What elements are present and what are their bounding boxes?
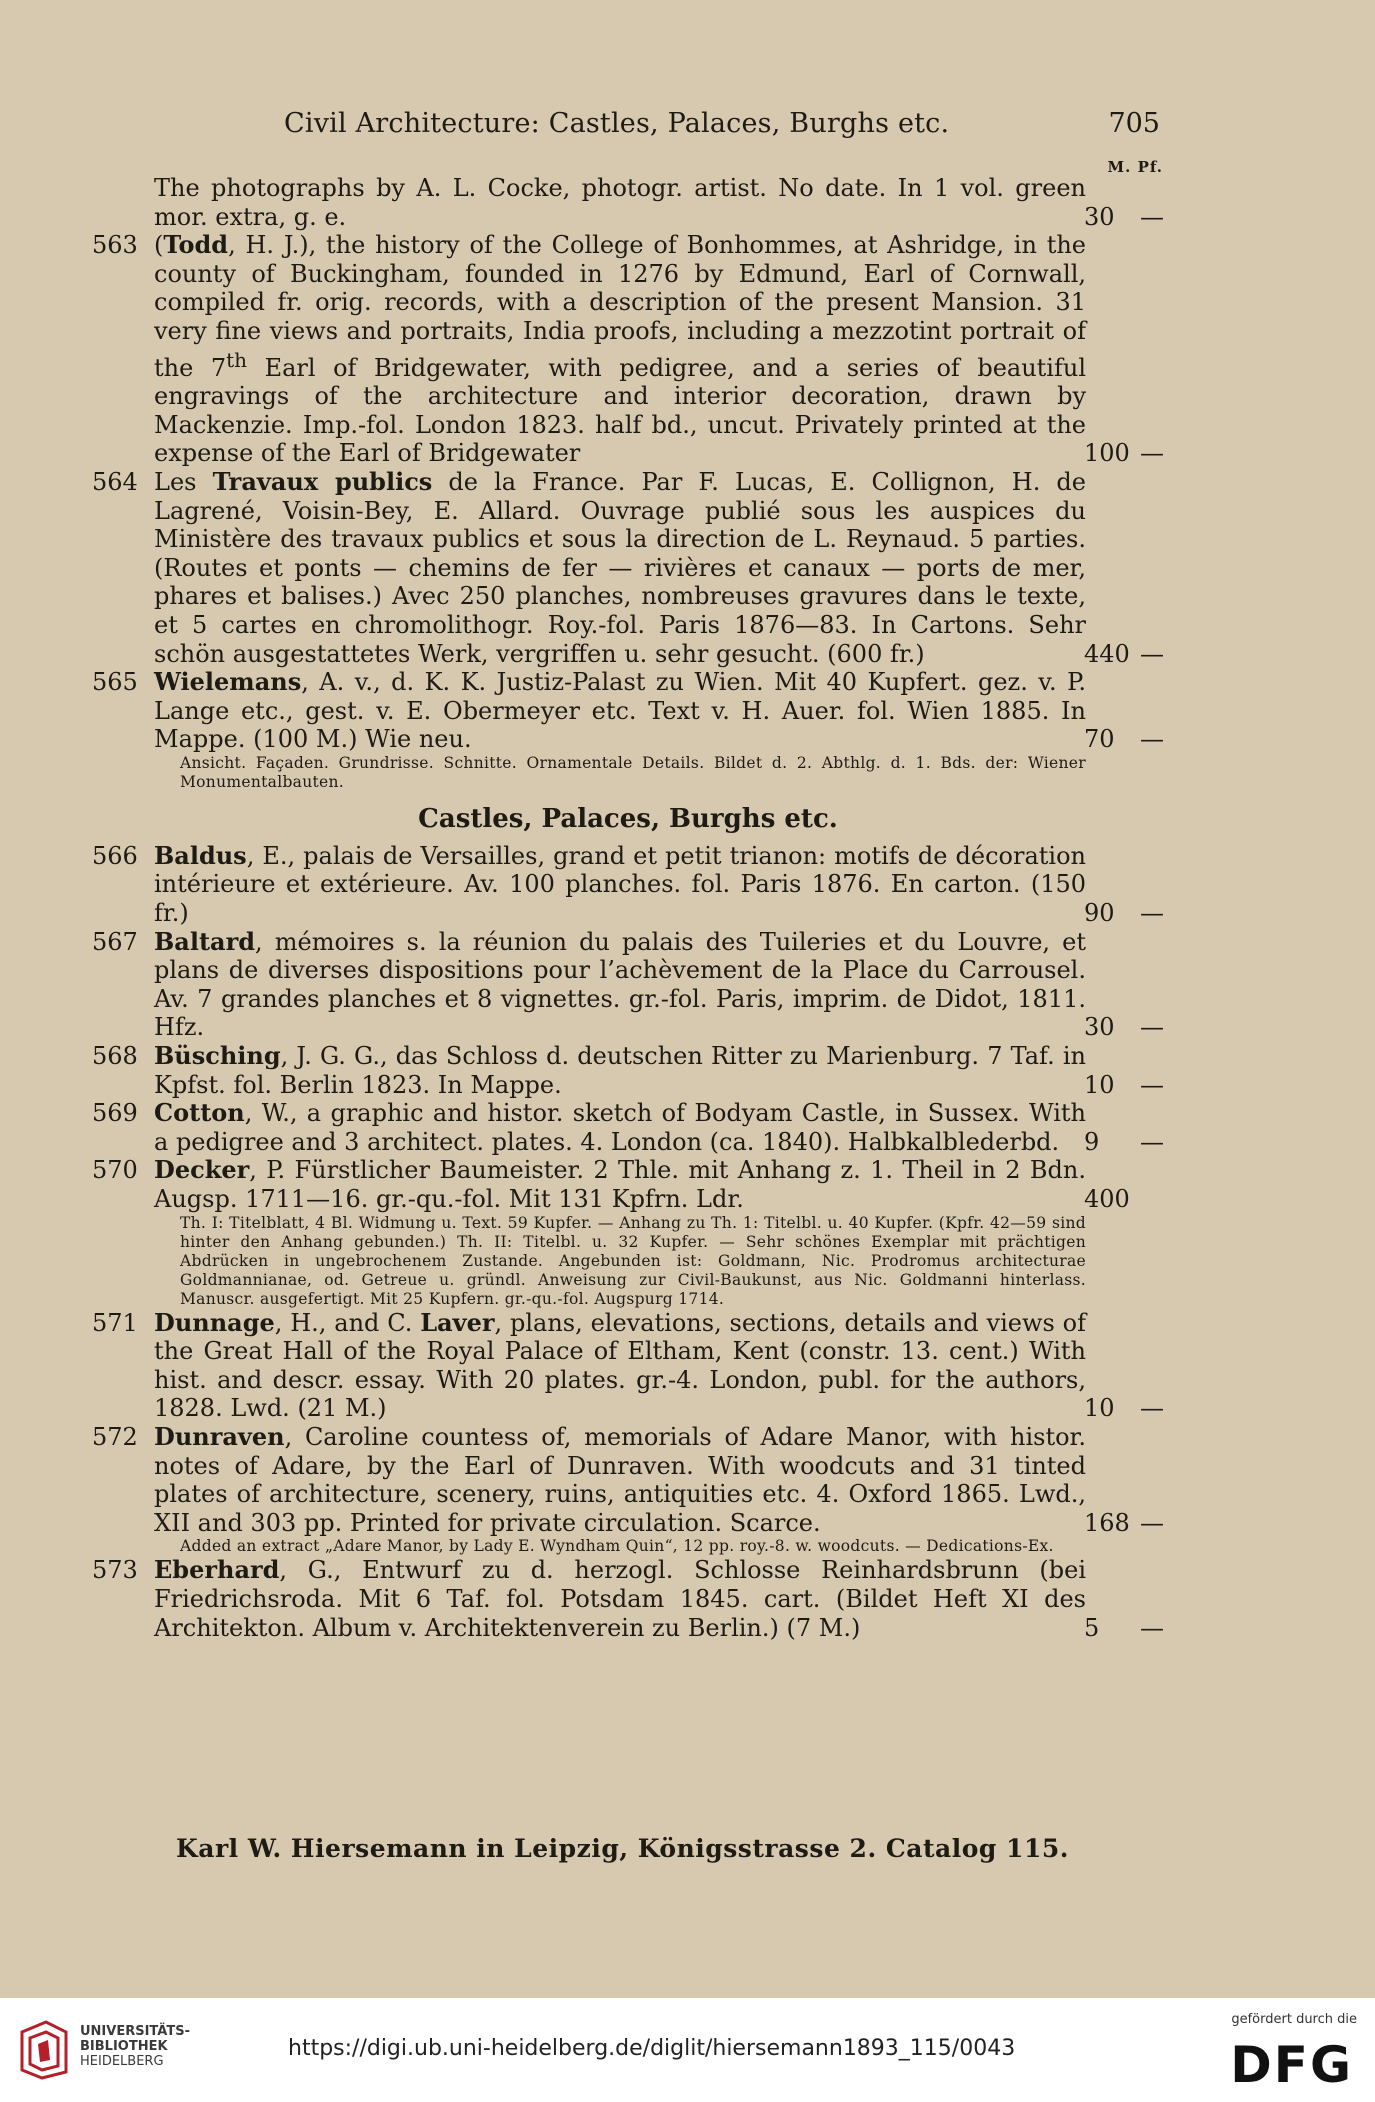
catalog-entry [92, 1556, 1164, 1642]
currency-label: M. Pf. [1107, 158, 1163, 176]
entry-number: 571 [92, 1308, 138, 1337]
entry-text: Dunraven, Caroline countess of, memorials of Adare Manor, with histor. notes of Adare, by the Earl of Dunraven. With woodcuts and 31 tinted plates of architecture, scenery, ruins, antiquities etc. 4. Oxford 1865. Lwd., XII and 303 pp. Printed for private circulation. Scarce. [154, 1421, 1086, 1537]
entry-text: Les Travaux publics de la France. Par F. Lucas, E. Collignon, H. de Lagrené, Voisin-Bey, E. Allard. Ouvrage publié sous les auspices du Ministère des travaux publics et sous la direction de L. Reynaud. 5 parties. (Routes et ponts — chemins de fer — rivières et canaux — ports de mer, phares et balises.) Avec 250 planches, nombreuses gravures dans le texte, et 5 cartes en chromolithogr. Roy.-fol. Paris 1876—83. In Cartons. Sehr schön ausgestattetes Werk, vergriffen u. sehr gesucht. (600 fr.) [154, 466, 1086, 668]
running-title: Civil Architecture: Castles, Palaces, Burghs etc. [284, 108, 950, 139]
entry-price: 100 — [1084, 439, 1164, 468]
footer-text: Karl W. Hiersemann in Leipzig, Königsstrasse 2. Catalog 115. [176, 1834, 1069, 1863]
entry-text: Büsching, J. G. G., das Schloss d. deutschen Ritter zu Marienburg. 7 Taf. in Kpfst. fol. Berlin 1823. In Mappe. [154, 1041, 1086, 1099]
entry-price: 10 — [1084, 1070, 1164, 1099]
catalog-entry [92, 1042, 1164, 1099]
catalog-footer [0, 1834, 1375, 1863]
page-number: 705 [1108, 108, 1160, 139]
entry-price: 90 — [1084, 899, 1164, 928]
viewer-bar [0, 1998, 1375, 2102]
entry-number: 568 [92, 1042, 138, 1071]
entry-text: Baldus, E., palais de Versailles, grand et petit trianon: motifs de décoration intérieure et extérieure. Av. 100 planches. fol. Paris 1876. En carton. (150 fr.) [154, 840, 1086, 928]
entry-price: 30 — [1084, 202, 1164, 231]
entry-text: Cotton, W., a graphic and histor. sketch of Bodyam Castle, in Sussex. With a pedigree and 3 architect. plates. 4. London (ca. 1840). Halbkalblederbd. [154, 1098, 1086, 1156]
entry-text: Decker, P. Fürstlicher Baumeister. 2 Thle. mit Anhang z. 1. Theil in 2 Bdn. Augsp. 1711—16. gr.-qu.-fol. Mit 131 Kpfrn. Ldr. [154, 1155, 1086, 1213]
entry-note: Ansicht. Façaden. Grundrisse. Schnitte. Ornamentale Details. Bildet d. 2. Abthlg. d. 1. Bds. der: Wiener Monumentalbauten. [180, 753, 1086, 791]
entry-text: Baltard, mémoires s. la réunion du palais des Tuileries et du Louvre, et plans de diverses dispositions pour l’achèvement de la Place du Carrousel. Av. 7 grandes planches et 8 vignettes. gr.-fol. Paris, imprim. de Didot, 1811. Hfz. [154, 926, 1086, 1042]
funding-caption: gefördert durch die [1231, 2012, 1357, 2027]
catalog-entry [92, 1423, 1164, 1556]
entry-number: 567 [92, 927, 138, 956]
entry-number: 564 [92, 467, 138, 496]
entry-price: 30 — [1084, 1013, 1164, 1042]
catalog-entry [92, 231, 1164, 468]
entry-text: (Todd, H. J.), the history of the College of Bonhommes, at Ashridge, in the county of Buckingham, founded in 1276 by Edmund, Earl of Cornwall, compiled fr. orig. records, with a description of the present Mansion. 31 very fine views and portraits, India proofs, including a mezzotint portrait of the 7th Earl of Bridgewater, with pedigree, and a series of beautiful engravings of the architecture and interior decoration, drawn by Mackenzie. Imp.-fol. London 1823. half bd., uncut. Privately printed at the expense of the Earl of Bridgewater [154, 230, 1086, 468]
library-logo-icon [16, 2018, 74, 2080]
entry-price: 9 — [1084, 1127, 1164, 1156]
entry-text: Dunnage, H., and C. Laver, plans, elevations, sections, details and views of the Great Hall of the Royal Palace of Eltham, Kent (constr. 13. cent.) With hist. and descr. essay. With 20 plates. gr.-4. London, publ. for the authors, 1828. Lwd. (21 M.) [154, 1307, 1086, 1423]
catalog-entry [92, 668, 1164, 792]
entry-number: 569 [92, 1099, 138, 1128]
catalog-body [92, 174, 1164, 1642]
entry-number: 572 [92, 1422, 138, 1451]
catalog-entry [92, 842, 1164, 928]
entry-number: 566 [92, 841, 138, 870]
catalog-entry [92, 468, 1164, 668]
entry-price: 400 [1084, 1185, 1130, 1213]
catalog-entry [92, 1099, 1164, 1156]
entry-note: Th. I: Titelblatt, 4 Bl. Widmung u. Text. 59 Kupfer. — Anhang zu Th. 1: Titelbl. u. 40 Kupfer. (Kpfr. 42—59 sind hinter den Anhang gebunden.) Th. II: Titelbl. u. 32 Kupfer. — Sehr schönes Exemplar mit prächtigen Abdrücken in ungebrochenem Zustande. Angebunden ist: Goldmann, Nic. Prodromus architecturae Goldmannianae, od. Getreue u. gründl. Anweisung zur Civil-Baukunst, aus Nic. Goldmanni hinterlass. Manuscr. ausgefertigt. Mit 25 Kupfern. gr.-qu.-fol. Augspurg 1714. [180, 1213, 1086, 1308]
library-name: UNIVERSITÄTS- BIBLIOTHEK HEIDELBERG [80, 2024, 190, 2069]
catalog-entry [92, 1156, 1164, 1308]
entry-price: 5 — [1084, 1613, 1164, 1642]
entry-number: 570 [92, 1156, 138, 1185]
entry-note: Added an extract „Adare Manor, by Lady E. Wyndham Quin“, 12 pp. roy.-8. w. woodcuts. — Dedications-Ex. [180, 1537, 1054, 1556]
section-title: Castles, Palaces, Burghs etc. [418, 803, 838, 834]
catalog-entry [92, 1309, 1164, 1423]
entry-number: 573 [92, 1556, 138, 1585]
entry-price: 70 — [1084, 725, 1164, 754]
entry-text: The photographs by A. L. Cocke, photogr. artist. No date. In 1 vol. green mor. extra, g. e. [154, 174, 1086, 231]
entry-number: 563 [92, 231, 138, 260]
permalink-url[interactable]: https://digi.ub.uni-heidelberg.de/diglit/hiersemann1893_115/0043 [288, 2036, 1016, 2061]
entry-text: Wielemans, A. v., d. K. K. Justiz-Palast zu Wien. Mit 40 Kupfert. gez. v. P. Lange etc., gest. v. E. Obermeyer etc. Text v. H. Auer. fol. Wien 1885. In Mappe. (100 M.) Wie neu. [154, 667, 1086, 754]
catalog-entry [92, 928, 1164, 1042]
dfg-logo: DFG [1230, 2036, 1353, 2094]
entry-number: 565 [92, 668, 138, 697]
entry-price: 440 — [1084, 639, 1164, 668]
entry-text: Eberhard, G., Entwurf zu d. herzogl. Schlosse Reinhardsbrunn (bei Friedrichsroda. Mit 6 Taf. fol. Potsdam 1845. cart. (Bildet Heft XI des Architekton. Album v. Architektenverein zu Berlin.) (7 M.) [154, 1555, 1086, 1642]
entry-price: 10 — [1084, 1394, 1164, 1423]
entry-price: 168 — [1084, 1508, 1164, 1537]
catalog-entry [92, 174, 1164, 231]
